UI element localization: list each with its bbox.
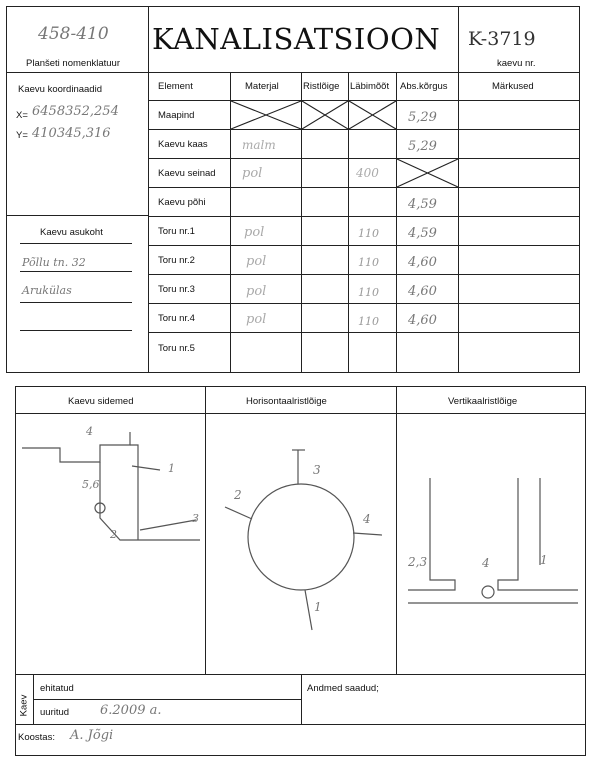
row-element: Kaevu kaas	[158, 139, 208, 150]
y-label: Y=	[16, 130, 28, 141]
row-element: Kaevu seinad	[158, 168, 216, 179]
col-header-element: Element	[158, 81, 193, 92]
kaev-label: Kaev	[18, 694, 30, 717]
cell-materjal: pol	[246, 254, 267, 269]
col-header-abs-korgus: Abs.kõrgus	[400, 81, 448, 92]
cell-abs-korgus: 4,59	[408, 226, 437, 241]
col-header-markused: Märkused	[492, 81, 534, 92]
nomenclature-label: Planšeti nomenklatuur	[26, 58, 120, 69]
vertical-pipe-label: 2,3	[408, 555, 428, 569]
sidemed-label: 3	[192, 512, 199, 525]
diagram-horizontal-heading: Horisontaalristlõige	[246, 396, 327, 407]
horizontal-pipe-label: 1	[314, 600, 322, 614]
vertical-pipe-label: 4	[482, 556, 490, 570]
coords-heading: Kaevu koordinaadid	[18, 84, 102, 95]
col-header-ristloige: Ristlõige	[303, 81, 340, 92]
koostas-label: Koostas:	[18, 732, 55, 743]
cell-materjal: pol	[246, 284, 267, 299]
cell-labimoot: 110	[358, 256, 379, 269]
cell-materjal: pol	[246, 312, 267, 327]
row-element: Toru nr.5	[158, 343, 195, 354]
andmed-saadud-label: Andmed saadud;	[307, 683, 379, 694]
horizontal-pipe-label: 2	[234, 488, 242, 502]
horizontal-pipe-label: 3	[313, 463, 321, 477]
cell-materjal: pol	[242, 166, 263, 181]
horizontal-pipe-label: 4	[363, 512, 371, 526]
location-line-2: Arukülas	[22, 284, 72, 297]
col-header-materjal: Materjal	[245, 81, 279, 92]
uuritud-label: uuritud	[40, 707, 70, 718]
row-element: Maapind	[158, 110, 195, 121]
ehitatud-label: ehitatud	[40, 683, 74, 694]
sidemed-label: 5,6	[82, 478, 100, 491]
vertical-pipe-label: 1	[540, 553, 548, 567]
cell-materjal: malm	[242, 138, 276, 152]
cell-abs-korgus: 4,60	[408, 313, 437, 328]
row-element: Toru nr.3	[158, 284, 195, 295]
location-line-1: Põllu tn. 32	[22, 256, 86, 269]
sidemed-label: 2	[110, 528, 117, 541]
cell-abs-korgus: 4,60	[408, 255, 437, 270]
uuritud-value: 6.2009 a.	[100, 703, 162, 718]
diagram-sidemed-heading: Kaevu sidemed	[68, 396, 134, 407]
well-number-value: K-3719	[468, 28, 536, 50]
y-coordinate-value: 410345,316	[32, 126, 111, 141]
cell-abs-korgus: 5,29	[408, 139, 437, 154]
sidemed-label: 4	[86, 425, 93, 438]
well-number-label: kaevu nr.	[497, 58, 536, 69]
cell-labimoot: 110	[358, 315, 379, 328]
diagram-vertical-heading: Vertikaalristlõige	[448, 396, 518, 407]
row-element: Toru nr.4	[158, 313, 195, 324]
cell-labimoot: 110	[358, 286, 379, 299]
cell-abs-korgus: 4,59	[408, 197, 437, 212]
cell-labimoot: 110	[358, 227, 379, 240]
row-element: Toru nr.1	[158, 226, 195, 237]
cell-abs-korgus: 4,60	[408, 284, 437, 299]
page-title: KANALISATSIOON	[152, 22, 441, 56]
nomenclature-value: 458-410	[38, 24, 109, 44]
koostas-signature: A. Jõgi	[70, 728, 114, 743]
x-coordinate-value: 6458352,254	[32, 104, 119, 119]
row-element: Toru nr.2	[158, 255, 195, 266]
cell-abs-korgus: 5,29	[408, 110, 437, 125]
x-label: X=	[16, 110, 28, 121]
cell-labimoot: 400	[356, 166, 379, 180]
location-heading: Kaevu asukoht	[40, 227, 103, 238]
row-element: Kaevu põhi	[158, 197, 206, 208]
col-header-labimoot: Läbimõõt	[350, 81, 390, 92]
cell-materjal: pol	[244, 225, 265, 240]
sidemed-label: 1	[168, 462, 175, 475]
